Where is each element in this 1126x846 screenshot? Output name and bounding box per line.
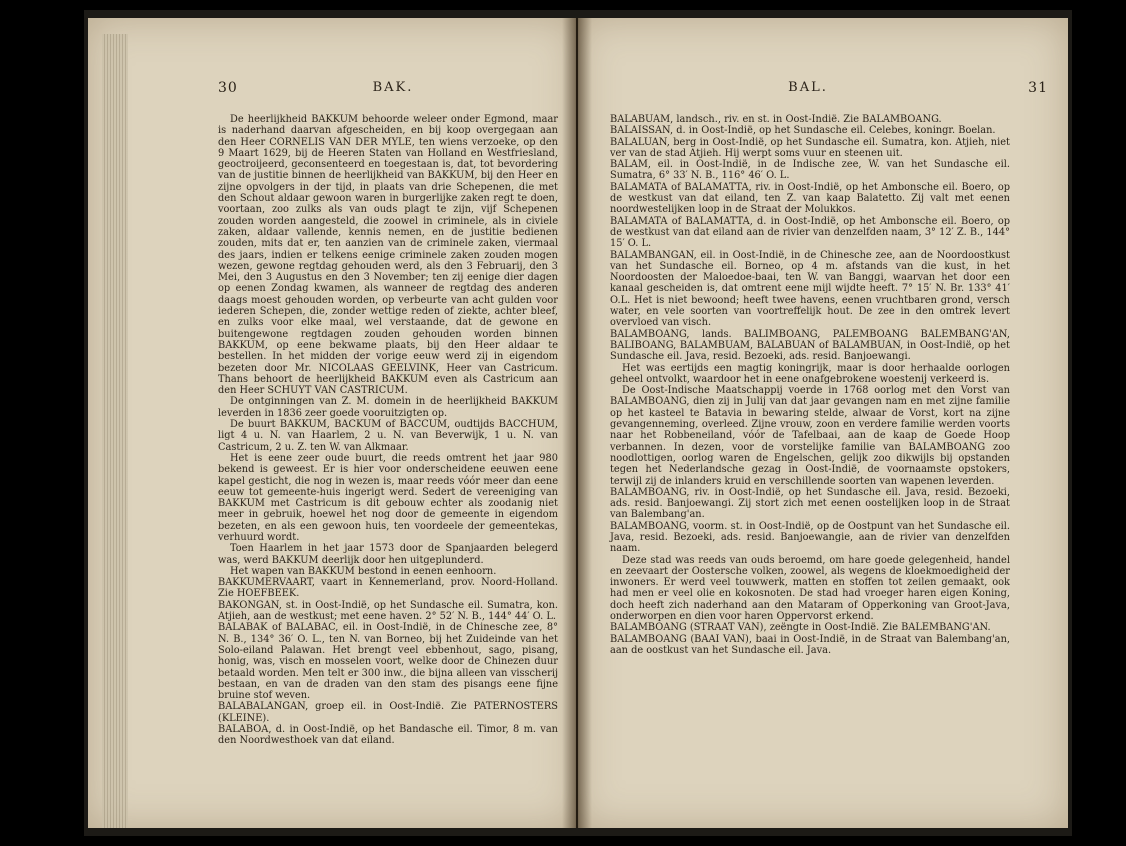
paragraph: De heerlijkheid BAKKUM behoorde weleer onder Egmond, maar is naderhand daarvan afgescheiden, en bij koop overgegaan aan den Heer CORNELIS VAN DER MYLE, ten wiens verzoeke, op den 9 Maart 1629, bij de Heeren Staten van Holland en Westfriesland, geoctroijeerd, geconsenteerd en toegestaan is, dat, tot bevordering van de justitie binnen de heerlijkheid van BAKKUM, bij den Heer en zijne opvolgers in der tijd, in plaats van drie Schepenen, die met den Schout aldaar gewoon waren in burgerlijke zaken regt te doen, voortaan, zoo zulks als van ouds plagt te zijn, vijf Schepenen zouden worden aangesteld, die zoowel in criminele, als in civiele zaken, aldaar vallende, kennis nemen, en de justitie bedienen zouden, mits dat er, ten aanzien van de criminele zaken, viermaal des jaars, indien er telkens eenige criminele zaken zouden mogen wezen, gewone regtdag gehouden werd, als den 3 Februarij, den 3 Mei, den 3 Augustus en den 3 November; ten zij eenige dier dagen op eenen Zondag kwamen, als wanneer de regtdag des anderen daags moest gehouden worden, op verbeurte van acht gulden voor iederen Schepen, die, zonder wettige reden of ziekte, achter bleef, en zulks voor elke maal, wel verstaande, dat de gewone en buitengewone regtdagen zouden gehouden worden binnen BAKKUM, op eene bekwame plaats, bij den Heer aldaar te bestellen. In het midden der vorige eeuw werd zij in eigendom bezeten door Mr. NICOLAAS GEELVINK, Heer van Castricum. Thans behoort de heerlijkheid BAKKUM even als Castricum aan den Heer SCHUYT VAN CASTRICUM. <box>218 114 558 397</box>
left-text-column <box>218 114 558 747</box>
paragraph: Toen Haarlem in het jaar 1573 door de Spanjaarden belegerd was, werd BAKKUM deerlijk door hen uitgeplunderd. <box>218 543 558 566</box>
dictionary-entry: BALAMATA of BALAMATTA, d. in Oost-Indië, op het Ambonsche eil. Boero, op de westkust van dat eiland aan de rivier van denzelfden naam, 3° 12′ Z. B., 144° 15′ O. L. <box>610 215 1010 250</box>
right-page <box>578 18 1068 828</box>
dictionary-entry: BAKONGAN, st. in Oost-Indië, op het Sundasche eil. Sumatra, kon. Atjieh, aan de westkust; met eene haven. 2° 52′ N. B., 144° 44′ O. L. <box>218 599 558 623</box>
dictionary-entry: BALABOA, d. in Oost-Indië, op het Bandasche eil. Timor, 8 m. van den Noordwesthoek van dat eiland. <box>218 724 558 747</box>
left-page <box>88 18 576 828</box>
dictionary-entry: BALABAK of BALABAC, eil. in Oost-Indië, in de Chinesche zee, 8° N. B., 134° 36′ O. L., ten N. van Borneo, bij het Zuideinde van het Solo-eiland Palawan. Het brengt veel ebbenhout, sago, pisang, honig, was, visch en mosselen voort, welke door de Chinezen duur betaald worden. Men telt er 300 inw., die bijna alleen van visscherij bestaan, en van de draden van den stam des pisangs eene fijne bruine stof weven. <box>218 622 558 702</box>
paragraph: De ontginningen van Z. M. domein in de heerlijkheid BAKKUM leverden in 1836 zeer goede vooruitzigten op. <box>218 396 558 419</box>
dictionary-entry: BALAMATA of BALAMATTA, riv. in Oost-Indië, op het Ambonsche eil. Boero, op de westkust van dat eiland, ten Z. van kaap Balatetto. Zij valt met eenen noordwestelijken loop in de Straat der Molukkos. <box>610 181 1010 216</box>
paragraph: Deze stad was reeds van ouds beroemd, om hare goede gelegenheid, handel en zeevaart der Oostersche volken, zoowel, als wegens de kloekmoedigheid der inwoners. Er werd veel touwwerk, matten en stoffen tot zeilen gemaakt, ook had men er veel olie en kokosnoten. De stad had vroeger haren eigen Koning, doch heeft zich naderhand aan den Mataram of Opperkoning van Groot-Java, onderworpen en dien voor haren Oppervorst erkend. <box>610 554 1010 623</box>
paragraph: Het is eene zeer oude buurt, die reeds omtrent het jaar 980 bekend is geweest. Er is hier voor onderscheidene eeuwen eene kapel gesticht, die nog in wezen is, maar reeds vóór meer dan eene eeuw tot gemeente-huis ingerigt werd. Sedert de vereeniging van BAKKUM met Castricum is dit gebouw echter als zoodanig niet meer in gebruik, hoewel het nog door de gemeente in eigendom bezeten, en als een gewoon huis, ten voordeele der gemeentekas, verhuurd wordt. <box>218 452 558 543</box>
running-head: BAK. <box>372 80 414 95</box>
dictionary-entry: BALAMBANGAN, eil. in Oost-Indië, in de Chinesche zee, aan de Noordoostkust van het Sundasche eil. Borneo, op 4 m. afstands van die kust, in het Noordoosten der Maloedoe-baai, ten W. van Banggi, waarvan het door een kanaal gescheiden is, dat omtrent eene mijl wijdte heeft. 7° 15′ N. Br. 133° 41′ O.L. Het is niet bewoond; heeft twee havens, eenen vruchtbaren grond, versch water, en vele soorten van voortreffelijk hout. De zee in den omtrek levert overvloed van visch. <box>610 249 1010 329</box>
dictionary-entry: BALAISSAN, d. in Oost-Indië, op het Sundasche eil. Celebes, koningr. Boelan. <box>610 125 996 137</box>
paragraph: De Oost-Indische Maatschappij voerde in 1768 oorlog met den Vorst van BALAMBOANG, dien zij in Julij van dat jaar gevangen nam en met zijne familie op het kasteel te Batavia in bewaring stelde, alwaar de Vorst, kort na zijne gevangenneming, overleed. Zijne vrouw, zoon en verdere familie werden voorts naar het Robbeneiland, vóór de Tafelbaai, aan de kaap de Goede Hoop verbannen. In dezen, voor de vorstelijke familie van BALAMBOANG zoo noodlottigen, oorlog waren de Engelschen, gelijk zoo dikwijls bij opstanden tegen het Nederlandsche gezag in Oost-Indië, de voornaamste opstokers, terwijl zij de inlanders kruid en verschillende soorten van wapenen leverden. <box>610 385 1010 487</box>
dictionary-entry: BALAM, eil. in Oost-Indië, in de Indische zee, W. van het Sundasche eil. Sumatra, 6° 33′ N. B., 116° 46′ O. L. <box>610 159 1010 182</box>
book-scan <box>84 10 1072 836</box>
dictionary-entry: BAKKUMERVAART, vaart in Kennemerland, prov. Noord-Holland. Zie HOEFBEEK. <box>218 577 558 600</box>
dictionary-entry: BALAMBOANG, lands. BALIMBOANG, PALEMBOANG BALEMBANG'AN, BALIBOANG, BALAMBUAM, BALABUAN of BALAMBUAN, in Oost-Indië, op het Sundasche eil. Java, resid. Bezoeki, ads. resid. Banjoewangi. <box>610 328 1010 363</box>
dictionary-entry: BALAMBOANG, voorm. st. in Oost-Indië, op de Oostpunt van het Sundasche eil. Java, resid. Bezoeki, ads. resid. Banjoewangie, aan de rivier van denzelfden naam. <box>610 520 1010 555</box>
running-head: BAL. <box>788 80 828 95</box>
dictionary-entry: BALALUAN, berg in Oost-Indië, op het Sundasche eil. Sumatra, kon. Atjieh, niet ver van de stad Atjieh. Hij werpt soms vuur en steenen uit. <box>610 136 1010 159</box>
paragraph: Het was eertijds een magtig koningrijk, maar is door herhaalde oorlogen geheel ontvolkt, waardoor het in eene onafgebrokene woestenij verkeerd is. <box>610 362 1010 385</box>
right-text-column <box>610 114 1010 656</box>
paragraph: Het wapen van BAKKUM bestond in eenen eenhoorn. <box>230 565 497 577</box>
left-page-header <box>218 80 568 102</box>
dictionary-entry: BALAMBOANG (BAAI VAN), baai in Oost-Indië, in de Straat van Balembang'an, aan de oostkust van het Sundasche eil. Java. <box>610 633 1010 656</box>
page-number: 30 <box>218 80 238 96</box>
right-page-header <box>608 80 1048 102</box>
dictionary-entry: BALABALANGAN, groep eil. in Oost-Indië. Zie PATERNOSTERS (KLEINE). <box>218 701 558 724</box>
dictionary-entry: BALAMBOANG, riv. in Oost-Indië, op het Sundasche eil. Java, resid. Bezoeki, ads. resid. Banjoewangi. Zij stort zich met eenen oostelijken loop in de Straat van Balembang'an. <box>610 486 1010 521</box>
dictionary-entry: BALABUAM, landsch., riv. en st. in Oost-Indië. Zie BALAMBOANG. <box>610 114 942 125</box>
page-number: 31 <box>1028 80 1048 96</box>
dictionary-entry: BALAMBOANG (STRAAT VAN), zeëngte in Oost-Indië. Zie BALEMBANG'AN. <box>610 622 991 634</box>
book-gutter <box>562 18 592 828</box>
page-edges <box>102 34 128 828</box>
paragraph: De buurt BAKKUM, BACKUM of BACCUM, oudtijds BACCHUM, ligt 4 u. N. van Haarlem, 2 u. N. van Beverwijk, 1 u. N. van Castricum, 2 u. Z. ten W. van Alkmaar. <box>218 419 558 453</box>
